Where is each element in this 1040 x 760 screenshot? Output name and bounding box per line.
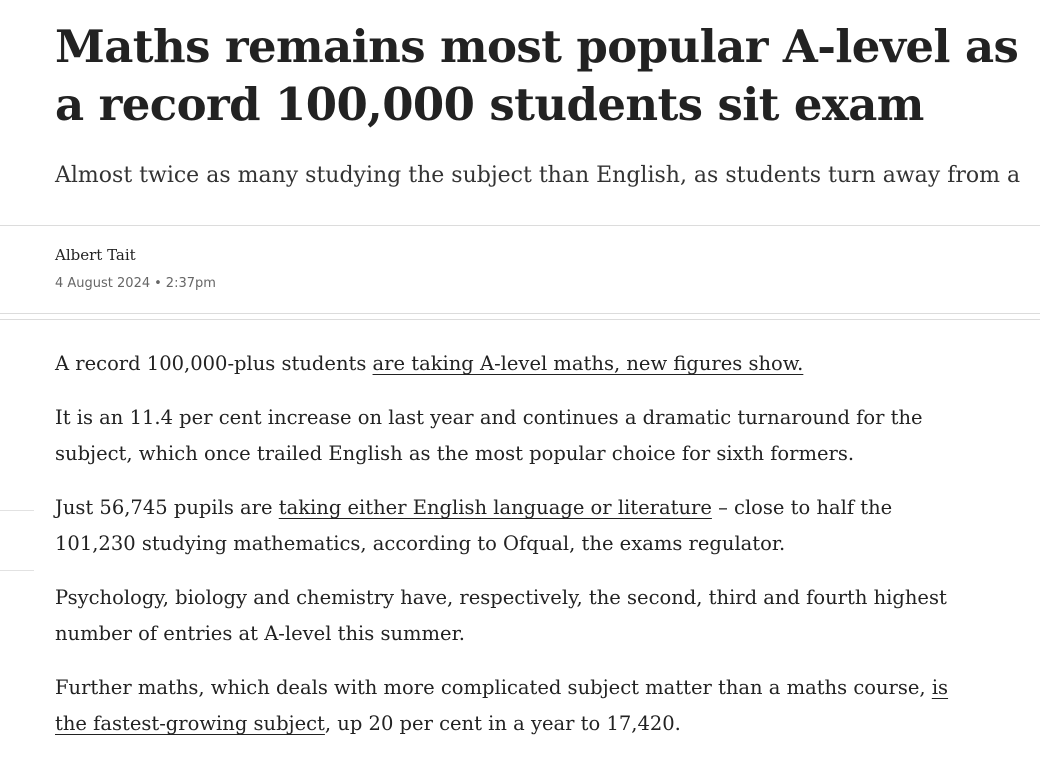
english-subjects-link[interactable]: taking either English language or literature [278, 496, 712, 519]
article-standfirst: Almost twice as many studying the subject than English, as students turn away from a [55, 163, 1021, 188]
maths-figures-link[interactable]: are taking A-level maths, new figures show. [372, 352, 804, 375]
divider [0, 225, 1040, 226]
paragraph-text: Just 56,745 pupils are [55, 496, 279, 519]
side-divider [0, 510, 34, 511]
body-paragraph [55, 490, 955, 562]
body-paragraph [55, 346, 955, 382]
divider [0, 313, 1040, 314]
paragraph-text: Psychology, biology and chemistry have, respectively, the second, third and fourth highest number of entries at A-level this summer. [55, 586, 947, 645]
paragraph-text: A record 100,000-plus students [55, 352, 373, 375]
publish-date: 4 August 2024 [55, 276, 151, 291]
side-divider [0, 570, 34, 571]
publish-time: 2:37pm [165, 276, 216, 291]
paragraph-text: – close to half the 101,230 studying mathematics, according to Ofqual, the exams regulator. [55, 496, 893, 555]
publish-dateline [55, 274, 216, 294]
body-paragraph [55, 670, 955, 742]
paragraph-text: , up 20 per cent in a year to 17,420. [324, 712, 681, 735]
article-body [55, 346, 955, 760]
paragraph-text: It is an 11.4 per cent increase on last year and continues a dramatic turnaround for the subject, which once trailed English as the most popular choice for sixth formers. [55, 406, 923, 465]
author-byline[interactable]: Albert Tait [55, 246, 136, 264]
article-headline: Maths remains most popular A-level as a record 100,000 students sit exam [55, 20, 1019, 131]
divider [0, 319, 1040, 320]
fastest-growing-link[interactable]: is the fastest-growing subject [55, 676, 949, 735]
paragraph-text: Further maths, which deals with more complicated subject matter than a maths course, [55, 676, 932, 699]
body-paragraph [55, 580, 955, 652]
body-paragraph [55, 400, 955, 472]
date-separator: • [154, 276, 162, 291]
